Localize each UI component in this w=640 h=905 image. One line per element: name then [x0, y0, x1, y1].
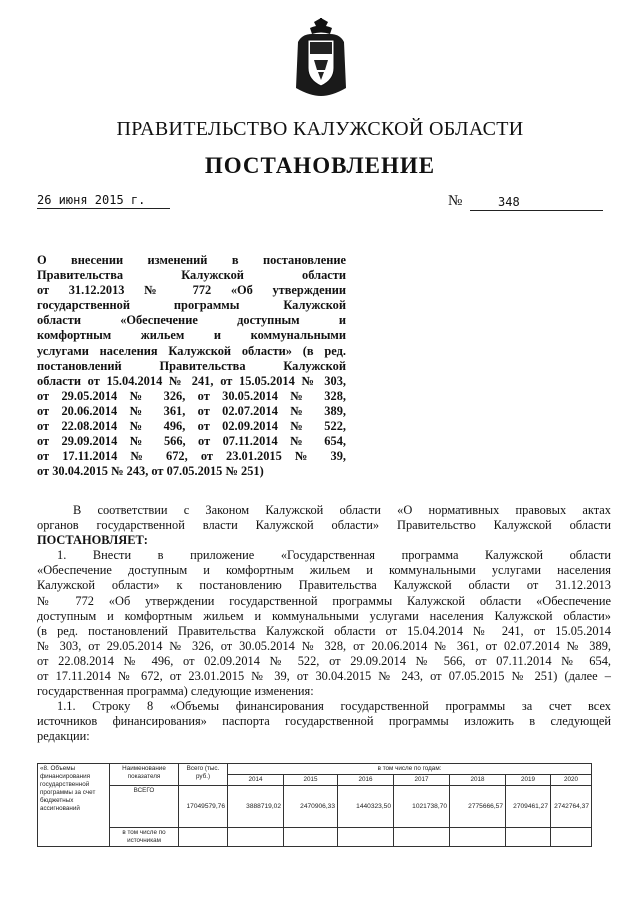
body-line: доступным и комфортным жильем и коммунальными услугами населения Калужской области» [37, 608, 611, 623]
table-cell-empty [450, 828, 506, 847]
subject-line: от 29.09.2014 № 566, от 07.11.2014 № 654, [37, 434, 346, 449]
table-cell: 1440323,50 [338, 786, 394, 828]
body-line: 1. Внести в приложение «Государственная программа Калужской области [57, 548, 611, 563]
body-line: «Обеспечение доступным и комфортным жильем и коммунальными услугами населения [37, 563, 611, 578]
table-cell: 2742764,37 [551, 786, 592, 828]
table-col-name-header: Наименование показателя [110, 764, 179, 786]
table-cell: 1021738,70 [394, 786, 450, 828]
body-line: (в ред. постановлений Правительства Калужской области от 15.04.2014 № 241, от 15.05.2014 [37, 623, 611, 638]
subject-line: О внесении изменений в постановление [37, 253, 346, 267]
table-sources-label: в том числе по источникам [110, 828, 179, 847]
resolution-number: 348 [470, 195, 603, 211]
body-line: органов государственной власти Калужской области» Правительство Калужской области [37, 518, 611, 533]
table-cell-empty [506, 828, 551, 847]
table-cell-empty [394, 828, 450, 847]
resolution-body [37, 503, 611, 745]
subject-line: комфортным жильем и коммунальными [37, 328, 346, 343]
table-cell-empty [338, 828, 394, 847]
subject-line: от 31.12.2013 № 772 «Об утверждении [37, 283, 346, 298]
number-sign: № [448, 193, 463, 209]
table-cell: 2709461,27 [506, 786, 551, 828]
body-line: 1.1. Строку 8 «Объемы финансирования государственной программы за счет всех [57, 699, 611, 714]
subject-line: области от 15.04.2014 № 241, от 15.05.2014 № 303, [37, 373, 346, 388]
table-total-value: 17049579,76 [179, 786, 228, 828]
table-cell-empty [551, 828, 592, 847]
resolution-date: 26 июня 2015 г. [37, 193, 170, 209]
table-cell-empty [228, 828, 284, 847]
table-cell: 2775666,57 [450, 786, 506, 828]
table-year-header: 2020 [551, 775, 592, 786]
subject-line: от 22.08.2014 № 496, от 02.09.2014 № 522, [37, 419, 346, 434]
table-year-header: 2018 [450, 775, 506, 786]
body-line: Калужской области» к постановлению Правительства Калужской области от 31.12.2013 [37, 578, 611, 593]
body-line: источников финансирования» паспорта государственной программы изложить в следующей [37, 714, 611, 729]
table-year-header: 2016 [338, 775, 394, 786]
financing-table [37, 763, 592, 847]
subject-line: области «Обеспечение доступным и [37, 313, 346, 328]
government-title: ПРАВИТЕЛЬСТВО КАЛУЖСКОЙ ОБЛАСТИ [116, 118, 524, 140]
resolution-subject [37, 253, 346, 479]
table-cell: 2470906,33 [284, 786, 338, 828]
table-year-header: 2015 [284, 775, 338, 786]
table-years-header: в том числе по годам: [228, 764, 592, 775]
body-line: редакции: [37, 729, 90, 744]
table-col-total-header: Всего (тыс. руб.) [179, 764, 228, 786]
subject-line: услугами населения Калужской области» (в ред. [37, 343, 346, 358]
subject-line: постановлений Правительства Калужской [37, 358, 346, 373]
body-line: В соответствии с Законом Калужской области «О нормативных правовых актах [73, 503, 611, 517]
table-year-header: 2019 [506, 775, 551, 786]
table-row-title: «8. Объемы финансирования государственной программы за счет бюджетных ассигнований [38, 764, 110, 847]
body-line: от 17.11.2014 № 672, от 23.01.2015 № 39, от 30.04.2015 № 243, от 07.05.2015 № 251) (далее – [37, 669, 611, 684]
body-line: от 22.08.2014 № 496, от 02.09.2014 № 522, от 29.09.2014 № 566, от 07.11.2014 № 654, [37, 653, 611, 668]
body-line-decree: ПОСТАНОВЛЯЕТ: [37, 533, 148, 548]
subject-line: от 30.04.2015 № 243, от 07.05.2015 № 251) [37, 464, 264, 479]
table-cell: 3888719,02 [228, 786, 284, 828]
document-type-title: ПОСТАНОВЛЕНИЕ [204, 153, 436, 178]
table-cell-empty [284, 828, 338, 847]
table-year-header: 2017 [394, 775, 450, 786]
table-total-label: ВСЕГО [110, 786, 179, 828]
body-line: № 772 «Об утверждении государственной программы Калужской области «Обеспечение [37, 593, 611, 608]
table-cell-empty [179, 828, 228, 847]
coat-of-arms-emblem [292, 18, 350, 98]
subject-line: Правительства Калужской области [37, 268, 346, 283]
body-line: государственная программа) следующие изменения: [37, 684, 314, 699]
table-year-header: 2014 [228, 775, 284, 786]
body-line: № 303, от 29.05.2014 № 326, от 30.05.2014 № 328, от 20.06.2014 № 361, от 02.07.2014 № 389, [37, 638, 611, 653]
subject-line: от 29.05.2014 № 326, от 30.05.2014 № 328, [37, 388, 346, 403]
subject-line: от 20.06.2014 № 361, от 02.07.2014 № 389, [37, 403, 346, 418]
subject-line: от 17.11.2014 № 672, от 23.01.2015 № 39, [37, 449, 346, 464]
subject-line: государственной программы Калужской [37, 298, 346, 313]
